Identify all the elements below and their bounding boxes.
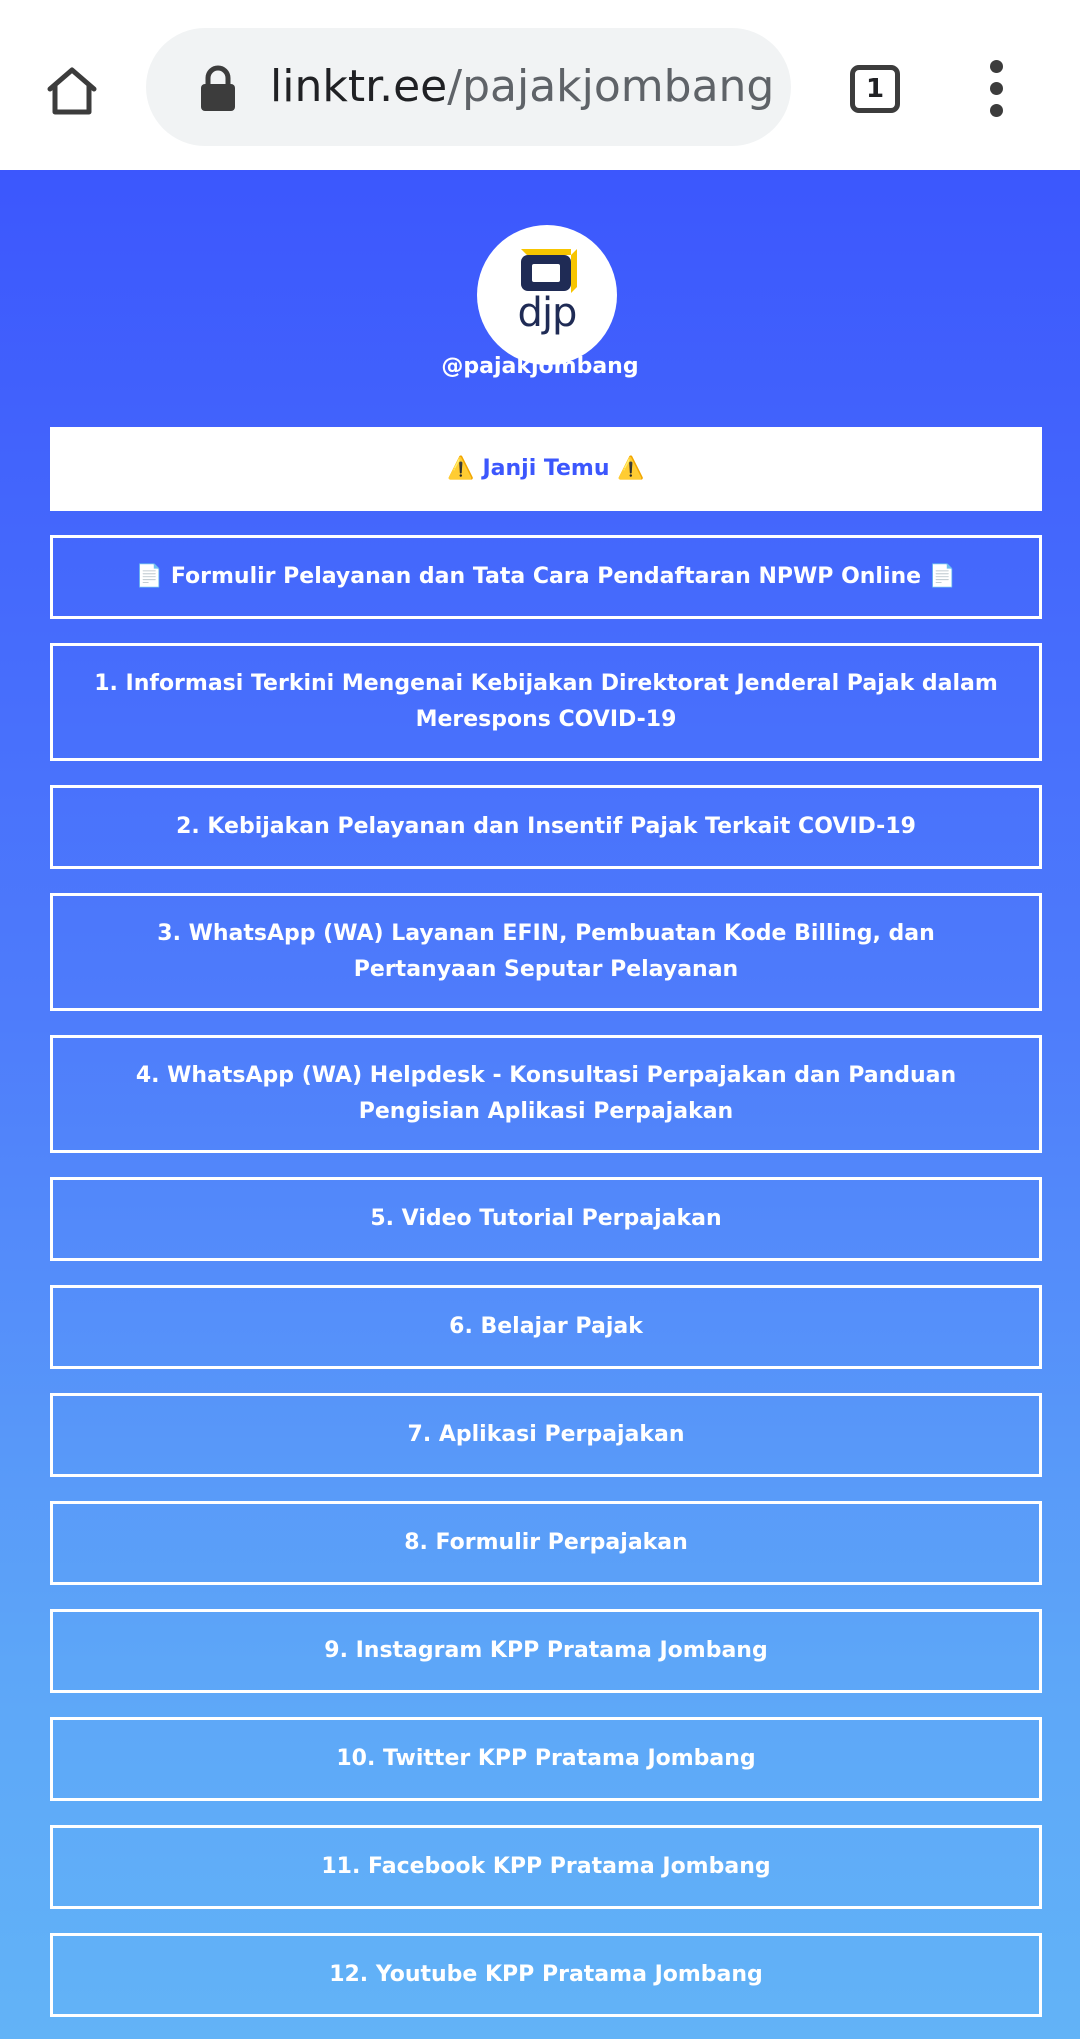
link-list xyxy=(50,427,1042,2039)
home-icon xyxy=(44,65,100,117)
link-kebijakan-pelayanan[interactable]: 2. Kebijakan Pelayanan dan Insentif Pajak Terkait COVID-19 xyxy=(50,785,1042,869)
link-belajar-pajak[interactable]: 6. Belajar Pajak xyxy=(50,1285,1042,1369)
link-formulir-perpajakan[interactable]: 8. Formulir Perpajakan xyxy=(50,1501,1042,1585)
link-aplikasi-perpajakan[interactable]: 7. Aplikasi Perpajakan xyxy=(50,1393,1042,1477)
link-video-tutorial[interactable]: 5. Video Tutorial Perpajakan xyxy=(50,1177,1042,1261)
url-path: /pajakjombang xyxy=(447,61,775,112)
linktree-page xyxy=(0,170,1080,2039)
lock-icon xyxy=(198,65,238,113)
tab-count: 1 xyxy=(865,74,885,104)
home-button[interactable] xyxy=(36,55,108,127)
link-twitter[interactable]: 10. Twitter KPP Pratama Jombang xyxy=(50,1717,1042,1801)
profile-handle: @pajakjombang xyxy=(441,354,639,379)
link-formulir-npwp[interactable]: 📄 Formulir Pelayanan dan Tata Cara Pendaftaran NPWP Online 📄 xyxy=(50,535,1042,619)
more-menu-button[interactable] xyxy=(972,58,1020,120)
avatar[interactable] xyxy=(477,225,617,365)
link-informasi-covid[interactable]: 1. Informasi Terkini Mengenai Kebijakan Direktorat Jenderal Pajak dalam Merespons COVID-19 xyxy=(50,643,1042,761)
url-domain: linktr.ee xyxy=(270,61,448,112)
link-youtube[interactable]: 12. Youtube KPP Pratama Jombang xyxy=(50,1933,1042,2017)
link-instagram[interactable]: 9. Instagram KPP Pratama Jombang xyxy=(50,1609,1042,1693)
url-text xyxy=(270,58,774,116)
link-wa-layanan-efin[interactable]: 3. WhatsApp (WA) Layanan EFIN, Pembuatan Kode Billing, dan Pertanyaan Seputar Pelayanan xyxy=(50,893,1042,1011)
link-facebook[interactable]: 11. Facebook KPP Pratama Jombang xyxy=(50,1825,1042,1909)
logo-text: djp xyxy=(517,290,577,336)
address-bar[interactable] xyxy=(146,28,791,146)
tab-switcher-button[interactable] xyxy=(850,65,900,113)
link-janji-temu[interactable]: ⚠️ Janji Temu ⚠️ xyxy=(50,427,1042,511)
link-wa-helpdesk[interactable]: 4. WhatsApp (WA) Helpdesk - Konsultasi Perpajakan dan Panduan Pengisian Aplikasi Perpajakan xyxy=(50,1035,1042,1153)
browser-toolbar xyxy=(0,0,1080,170)
